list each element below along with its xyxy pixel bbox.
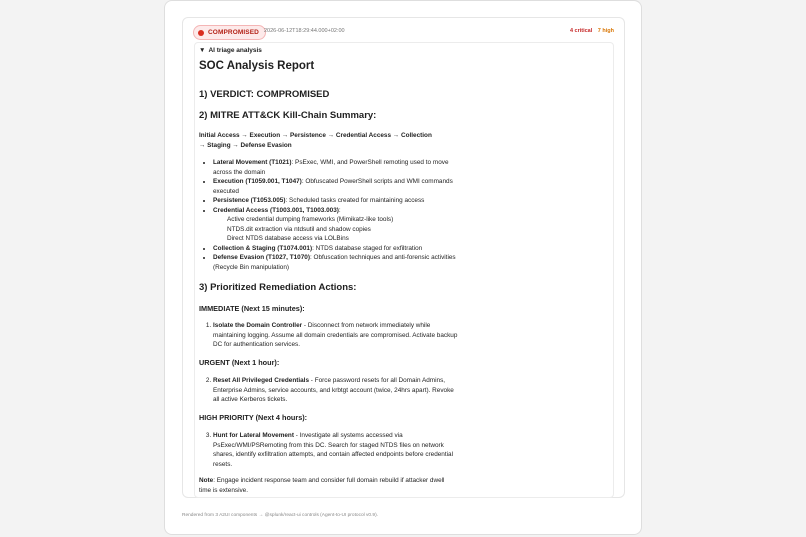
list-item: 2. Reset All Privileged Credentials - Force password resets for all Domain Admins, Enterprise Admins, service accounts, and krbtgt account (twice, 24hrs apart). Revoke all active Kerberos tickets. [213,376,461,405]
report-title: SOC Analysis Report [199,60,315,72]
triangle-down-icon: ▼ [199,47,206,54]
immediate-heading: IMMEDIATE (Next 15 minutes): [199,304,305,313]
list-item: 3. Hunt for Lateral Movement - Investigate all systems accessed via PsExec/WMI/PSRemoting from this DC. Search for staged NTDS files on network shares, identify exfiltration attempts, and contain affected endpoints before credential resets. [213,431,461,469]
footer-text: Rendered from 3 A2UI components → @splunk/react-ui controls (Agent-to-UI protocol v0.9). [182,513,379,518]
note-paragraph: Note: Engage incident response team and consider full domain rebuild if attacker dwell time is extensive. [199,477,445,494]
killchain-line: Initial Access → Execution → Persistence → Credential Access → Collection → Staging → Defense Evasion [199,132,432,149]
list-item: • Execution (T1059.001, T1047): Obfuscated PowerShell scripts and WMI commands executed [213,177,465,196]
credential-sublist [213,215,465,244]
status-dot-icon [198,30,204,36]
technique-list [207,158,465,272]
remediation-heading: 3) Prioritized Remediation Actions: [199,282,357,293]
triage-toggle[interactable] [199,47,262,54]
sub-list-item: Direct NTDS database access via LOLBins [227,235,349,242]
verdict-heading: 1) VERDICT: COMPROMISED [199,89,330,100]
high-priority-heading: HIGH PRIORITY (Next 4 hours): [199,413,308,422]
list-item: • Credential Access (T1003.001, T1003.003): Active credential dumping frameworks (Mimikatz-like tools) NTDS.dit extraction via ntdsutil and shadow copies Direct NTDS database access via LOLBins [213,206,465,244]
status-badge [193,25,266,40]
list-item: • Defense Evasion (T1027, T1070): Obfuscation techniques and anti-forensic activities (Recycle Bin manipulation) [213,253,465,272]
critical-count: 4 critical [569,28,593,34]
high-priority-list [207,431,461,469]
sub-list-item: NTDS.dit extraction via ntdsutil and shadow copies [227,225,371,233]
list-item: • Persistence (T1053.005): Scheduled tasks created for maintaining access [213,196,465,206]
status-badge-label: COMPROMISED [208,29,259,36]
high-count: 7 high [597,28,614,34]
urgent-list [207,376,461,405]
urgent-heading: URGENT (Next 1 hour): [199,358,280,367]
list-item: • Collection & Staging (T1074.001): NTDS database staged for exfiltration [213,244,465,254]
killchain-heading: 2) MITRE ATT&CK Kill-Chain Summary: [199,110,377,121]
sub-list-item: Active credential dumping frameworks (Mimikatz-like tools) [227,216,394,223]
list-item: 1. Isolate the Domain Controller - Disconnect from network immediately while maintaining logging. Assume all domain credentials are compromised. Activate backup DC for authentication services. [213,321,461,350]
triage-toggle-label: AI triage analysis [208,47,262,54]
immediate-list [207,321,461,350]
severity-counts [570,28,614,34]
timestamp: 2026-06-12T18:29:44.000+02:00 [264,28,345,34]
list-item: • Lateral Movement (T1021): PsExec, WMI, and PowerShell remoting used to move across the domain [213,158,465,177]
